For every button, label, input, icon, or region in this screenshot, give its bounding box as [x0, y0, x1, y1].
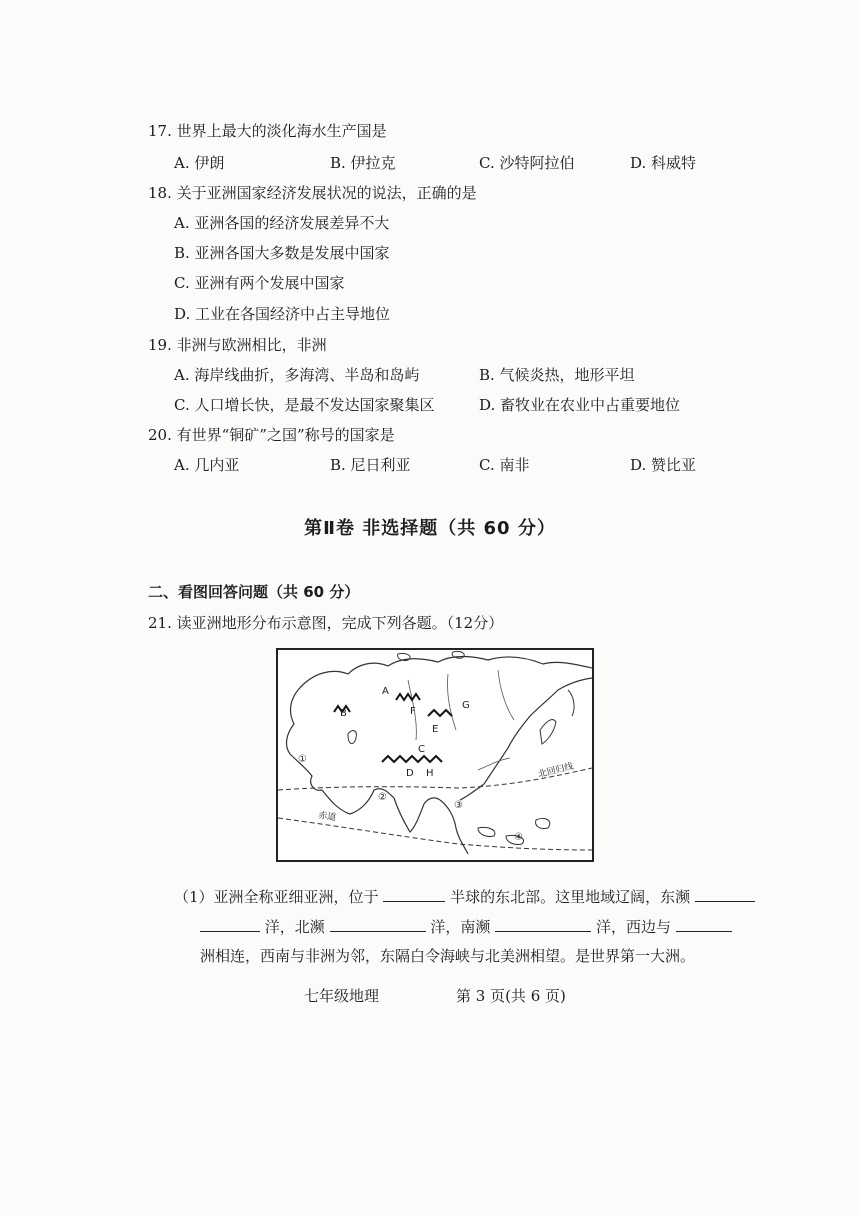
map-label-d: D [406, 768, 414, 779]
tianshan-mountains [428, 710, 452, 716]
map-label-4: ④ [514, 832, 523, 843]
inland-sea [348, 731, 356, 744]
japan-islands [540, 690, 574, 744]
map-label-g: G [462, 700, 470, 711]
q17-stem: 17. 世界上最大的淡化海水生产国是 [148, 122, 387, 140]
europe-coastline [287, 690, 322, 790]
footer-subject: 七年级地理 [304, 987, 380, 1005]
q20-option-b: B. 尼日利亚 [330, 456, 411, 474]
q18-option-c: C. 亚洲有两个发展中国家 [174, 274, 345, 292]
map-label-f: F [410, 706, 416, 717]
q21-part1-text-e: 洋，西边与 [595, 918, 671, 936]
himalaya-mountains [382, 756, 442, 762]
india-coastline [394, 798, 440, 832]
answer-blank-west-continent[interactable] [676, 916, 732, 932]
asia-terrain-map [276, 648, 594, 862]
q21-part1-text-b: 半球的东北部。这里地域辽阔，东濒 [450, 888, 691, 906]
map-label-1: ① [298, 754, 307, 765]
q21-stem: 21. 读亚洲地形分布示意图，完成下列各题。（12分） [148, 614, 504, 632]
q21-part1-line1 [174, 886, 755, 907]
map-label-e: E [432, 724, 439, 735]
q18-option-b: B. 亚洲各国大多数是发展中国家 [174, 244, 390, 262]
answer-blank-east-ocean-a[interactable] [695, 886, 755, 902]
answer-blank-south-ocean[interactable] [495, 916, 591, 932]
part-heading: 二、看图回答问题（共 60 分） [148, 583, 360, 601]
q20-stem: 20. 有世界“铜矿”之国”称号的国家是 [148, 426, 395, 444]
q19-option-b: B. 气候炎热，地形平坦 [479, 366, 635, 384]
footer-page-number: 第 3 页(共 6 页) [456, 987, 566, 1005]
q20-option-c: C. 南非 [479, 456, 530, 474]
q21-part1-text-c: 洋，北濒 [264, 918, 325, 936]
north-coastline [298, 657, 592, 691]
q21-part1-line3: 洲相连，西南与非洲为邻，东隔白令海峡与北美洲相望。是世界第一大洲。 [200, 947, 696, 965]
q20-option-a: A. 几内亚 [174, 456, 240, 474]
q18-option-d: D. 工业在各国经济中占主导地位 [174, 305, 391, 323]
q18-stem: 18. 关于亚洲国家经济发展状况的说法，正确的是 [148, 184, 477, 202]
q17-option-d: D. 科威特 [630, 154, 697, 172]
q18-option-a: A. 亚洲各国的经济发展差异不大 [174, 214, 390, 232]
tropic-of-cancer-label: 北回归线 [537, 761, 575, 781]
map-label-a: A [382, 686, 389, 697]
q21-part1-line2 [200, 916, 732, 937]
indochina-coastline [440, 784, 484, 854]
map-drawing [278, 650, 592, 860]
answer-blank-hemisphere[interactable] [383, 886, 445, 902]
q19-stem: 19. 非洲与欧洲相比，非洲 [148, 336, 327, 354]
ural-mountains [396, 694, 420, 700]
q17-option-a: A. 伊朗 [174, 154, 225, 172]
q21-part1-text-d: 洋，南濒 [430, 918, 491, 936]
map-label-h: H [426, 768, 434, 779]
q21-part1-text-a: （1）亚洲全称亚细亚洲，位于 [174, 888, 379, 906]
q17-option-c: C. 沙特阿拉伯 [479, 154, 575, 172]
map-label-c: C [418, 744, 425, 755]
map-label-3: ③ [454, 800, 463, 811]
equator-label: 赤道 [317, 810, 337, 824]
answer-blank-east-ocean-b[interactable] [200, 916, 260, 932]
q17-option-b: B. 伊拉克 [330, 154, 396, 172]
q19-option-a: A. 海岸线曲折，多海湾、半岛和岛屿 [174, 366, 420, 384]
q19-option-c: C. 人口增长快，是最不发达国家聚集区 [174, 396, 435, 414]
q19-option-d: D. 畜牧业在农业中占重要地位 [479, 396, 681, 414]
q20-option-d: D. 赞比亚 [630, 456, 697, 474]
section-title: 第Ⅱ卷 非选择题（共 60 分） [304, 518, 556, 539]
map-label-b: B [340, 708, 347, 719]
answer-blank-north-ocean[interactable] [330, 916, 426, 932]
map-label-2: ② [378, 792, 387, 803]
east-coastline [484, 678, 592, 784]
